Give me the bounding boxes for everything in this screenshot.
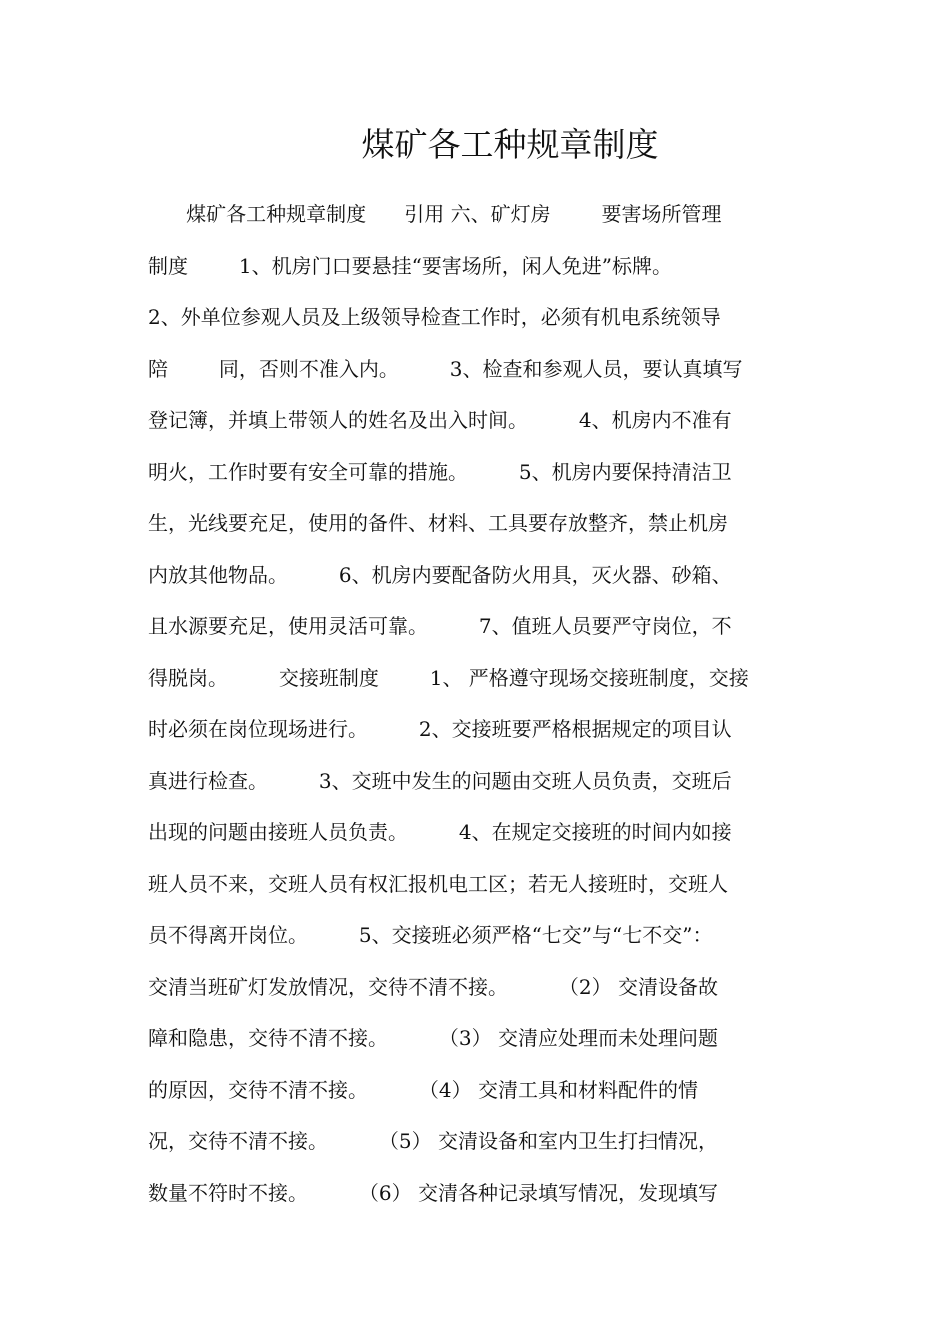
body-line: 2、外单位参观人员及上级领导检查工作时，必须有机电系统领导 — [148, 305, 721, 329]
body-line: 数量不符时不接。 （6） 交清各种记录填写情况，发现填写 — [148, 1180, 718, 1205]
body-line: 陪 同，否则不准入内。 3、检查和参观人员，要认真填写 — [148, 356, 743, 381]
body-line: 班人员不来，交班人员有权汇报机电工区；若无人接班时，交班人 — [148, 871, 728, 896]
body-line: 障和隐患，交待不清不接。 （3） 交清应处理而未处理问题 — [148, 1026, 718, 1050]
body-line: 况，交待不清不接。 （5） 交清设备和室内卫生打扫情况， — [148, 1129, 718, 1153]
body-line: 生，光线要充足，使用的备件、材料、工具要存放整齐，禁止机房 — [148, 511, 728, 535]
body-line: 交清当班矿灯发放情况，交待不清不接。 （2） 交清设备故 — [148, 974, 718, 999]
body-line: 时必须在岗位现场进行。 2、交接班要严格根据规定的项目认 — [148, 717, 732, 741]
body-line: 煤矿各工种规章制度 引用 六、矿灯房 要害场所管理 — [148, 202, 722, 226]
body-line: 且水源要充足，使用灵活可靠。 7、值班人员要严守岗位，不 — [148, 614, 732, 638]
body-line: 内放其他物品。 6、机房内要配备防火用具，灭火器、砂箱、 — [148, 562, 732, 587]
body-line: 员不得离开岗位。 5、交接班必须严格“七交”与“七不交”： — [148, 923, 713, 947]
body-line: 的原因，交待不清不接。 （4） 交清工具和材料配件的情 — [148, 1077, 698, 1102]
body-line: 得脱岗。 交接班制度 1、 严格遵守现场交接班制度，交接 — [148, 665, 749, 690]
body-line: 登记簿，并填上带领人的姓名及出入时间。 4、机房内不准有 — [148, 408, 732, 432]
body-line: 明火，工作时要有安全可靠的措施。 5、机房内要保持清洁卫 — [148, 459, 732, 484]
body-line: 真进行检查。 3、交班中发生的问题由交班人员负责，交班后 — [148, 768, 732, 793]
body-line: 制度 1、机房门口要悬挂“要害场所，闲人免进”标牌。 — [148, 253, 673, 278]
body-line: 出现的问题由接班人员负责。 4、在规定交接班的时间内如接 — [148, 820, 732, 844]
document-body — [148, 193, 828, 1223]
document-title: 煤矿各工种规章制度 — [361, 125, 659, 164]
